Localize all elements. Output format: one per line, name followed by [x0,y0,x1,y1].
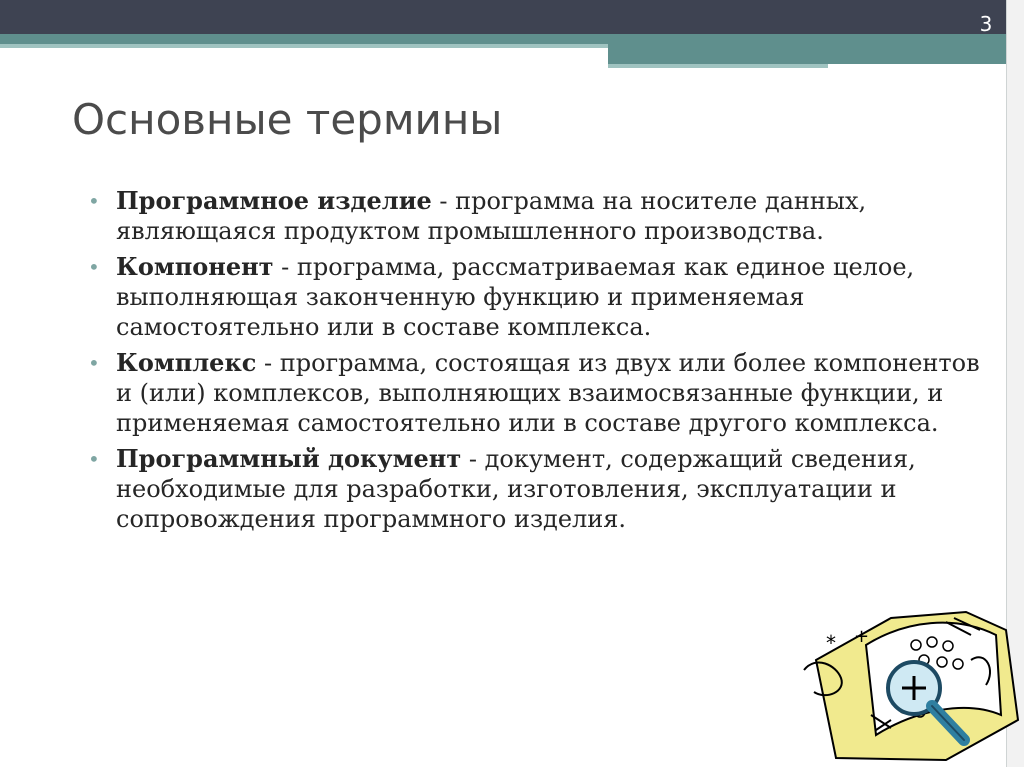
term-name: Компонент [116,252,274,281]
list-item [88,444,988,534]
term-definition: документ, содержащий сведения, необходимые для разработки, изготовления, эксплуатации и сопровождения программного изделия. [116,445,916,533]
bullet-icon: • [88,447,100,471]
term-separator: - [431,187,456,215]
list-item [88,348,988,438]
bullet-icon: • [88,189,100,213]
terms-list [88,186,988,540]
term-definition: программа, состоящая из двух или более компонентов и (или) комплексов, выполняющих взаимосвязанные функции, и применяемая самостоятельно или в составе другого комплекса. [116,349,980,437]
term-definition: программа на носителе данных, являющаяся продуктом промышленного производства. [116,187,867,245]
svg-text:+: + [854,626,870,647]
list-item [88,186,988,246]
term-separator: - [256,349,280,377]
term-definition: программа, рассматриваемая как единое целое, выполняющая законченную функцию и применяемая самостоятельно или в составе комплекса. [116,253,915,341]
term-name: Комплекс [116,348,257,377]
bullet-icon: • [88,255,100,279]
term-separator: - [461,445,485,473]
term-name: Программное изделие [116,186,432,215]
slide-title: Основные термины [72,95,503,144]
bullet-icon: • [88,351,100,375]
header-stripe [0,34,1024,44]
list-item [88,252,988,342]
slide-number: 3 [979,12,993,36]
header-accent [608,44,1006,64]
term-name: Программный документ [116,444,462,473]
magnifier-document-icon [796,600,1024,767]
svg-text:*: * [826,631,836,655]
term-separator: - [273,253,297,281]
header-stripe-light [0,44,608,48]
header-accent-line [608,64,828,68]
header-bar [0,0,1024,34]
